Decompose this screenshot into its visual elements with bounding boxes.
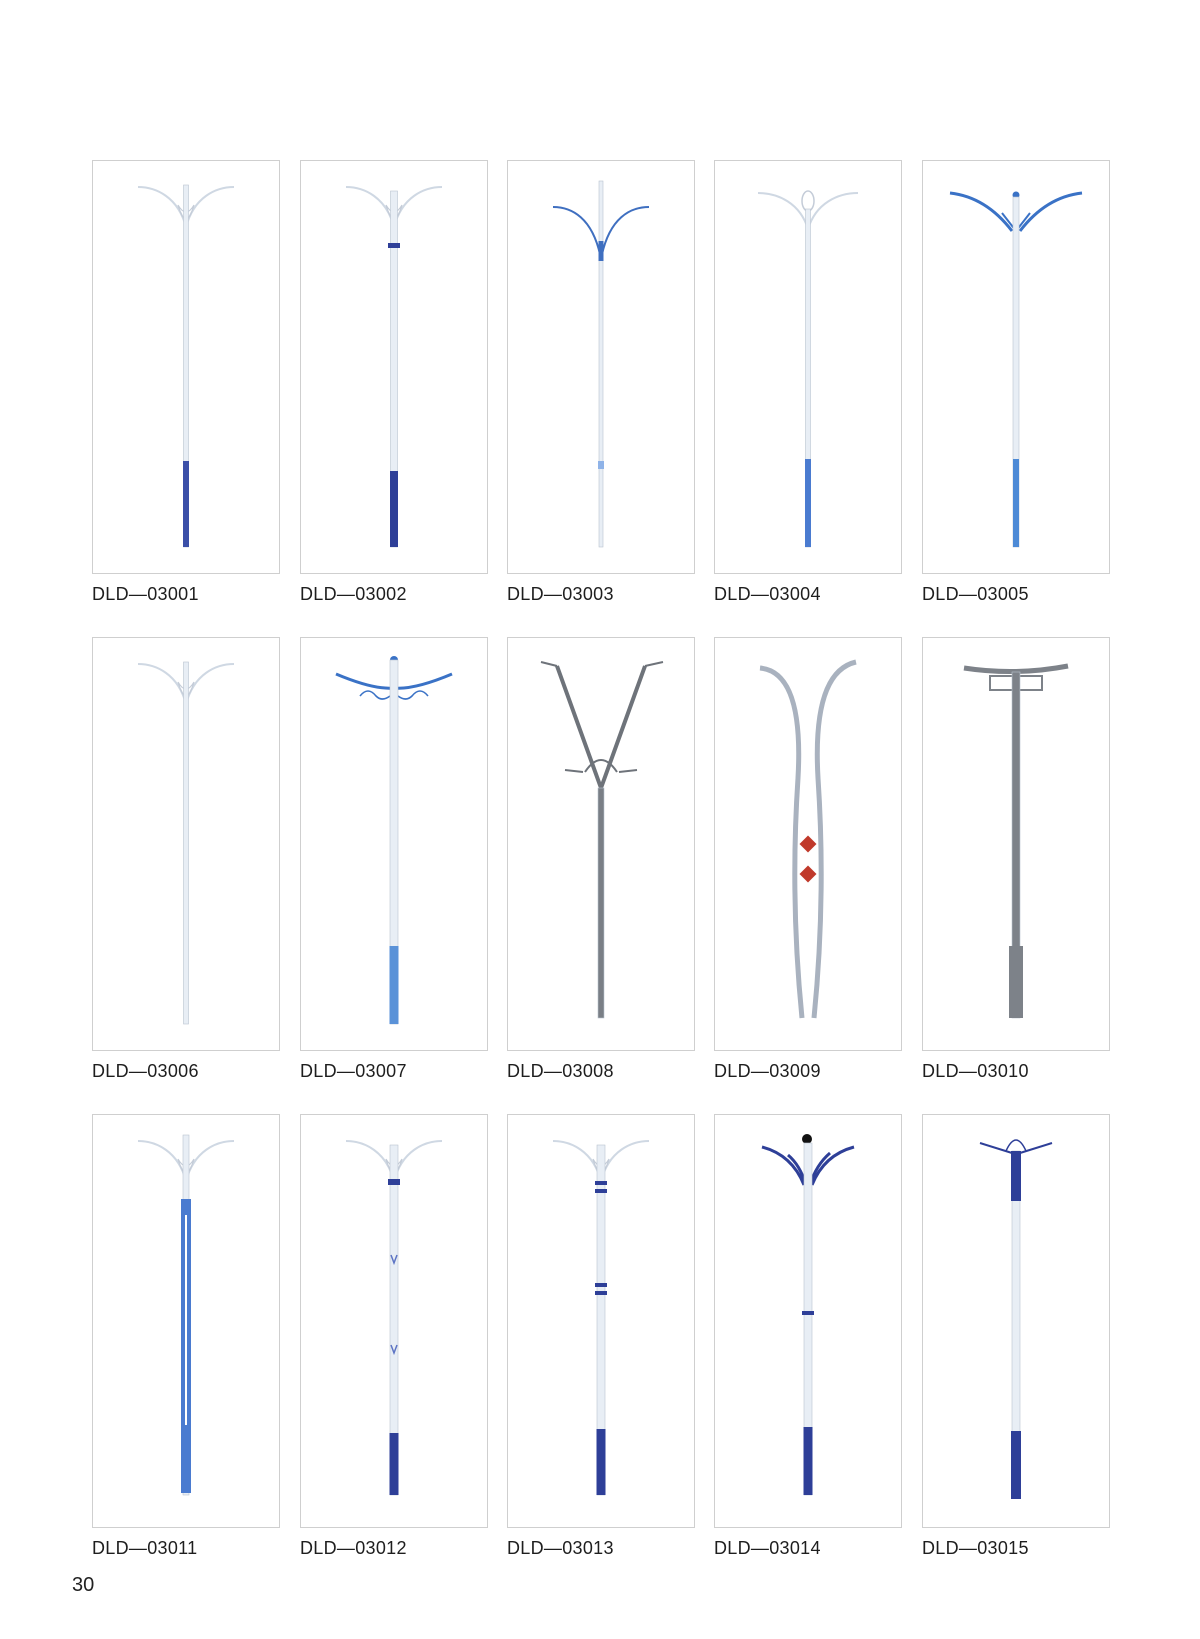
- product-card: [922, 160, 1110, 574]
- product-card: [922, 637, 1110, 1051]
- street-lamp-illustration: [923, 1115, 1109, 1527]
- product-code: DLD—03008: [507, 1061, 614, 1081]
- pole-base: [1009, 946, 1023, 1018]
- product-card: [714, 637, 902, 1051]
- product-code: DLD—03006: [92, 1061, 199, 1081]
- product-code: DLD—03014: [714, 1538, 821, 1558]
- pole-collar: [599, 241, 604, 261]
- street-lamp-illustration: [93, 1115, 279, 1527]
- product-code: DLD—03004: [714, 584, 821, 604]
- arch-ornament: [1006, 1140, 1026, 1151]
- lamp-arm-right: [808, 193, 858, 229]
- pole-base: [183, 461, 189, 547]
- pole-ring: [802, 1311, 814, 1315]
- lamp-arm-left: [950, 193, 1012, 231]
- pole-ring-mid-a: [595, 1283, 607, 1287]
- product-card: [507, 1114, 695, 1528]
- pole-ring-top-a: [595, 1181, 607, 1185]
- street-lamp-illustration: [923, 638, 1109, 1050]
- street-lamp-illustration: [715, 161, 901, 573]
- red-emblem-2: [800, 866, 817, 883]
- street-lamp-illustration: [508, 638, 694, 1050]
- pole-base: [1011, 1431, 1021, 1499]
- pole-base: [804, 1427, 813, 1495]
- pole-base: [597, 1429, 606, 1495]
- lamp-arm-right: [601, 207, 649, 259]
- street-lamp-illustration: [715, 1115, 901, 1527]
- product-card: [300, 160, 488, 574]
- product-card: [922, 1114, 1110, 1528]
- pole-ring: [388, 1179, 400, 1185]
- ribbon-left: [760, 668, 802, 1018]
- ball-finial: [802, 1134, 812, 1144]
- product-code: DLD—03003: [507, 584, 614, 604]
- pole-joint: [598, 461, 604, 469]
- pole-base: [390, 946, 399, 1024]
- product-code: DLD—03001: [92, 584, 199, 604]
- red-emblem-1: [800, 836, 817, 853]
- product-card: [300, 637, 488, 1051]
- product-card: [507, 160, 695, 574]
- product-code: DLD—03007: [300, 1061, 407, 1081]
- product-code: DLD—03011: [92, 1538, 198, 1558]
- product-card: [92, 637, 280, 1051]
- fork-brace: [565, 760, 637, 772]
- street-lamp-illustration: [301, 638, 487, 1050]
- page-number: 30: [72, 1574, 95, 1596]
- bracket-crossarm: [964, 666, 1068, 672]
- pole-ring-mid-b: [595, 1291, 607, 1295]
- product-card: [714, 1114, 902, 1528]
- product-code: DLD—03012: [300, 1538, 407, 1558]
- street-lamp-illustration: [301, 161, 487, 573]
- pole-base: [805, 459, 811, 547]
- pole-shaft: [184, 662, 189, 1024]
- pole-shaft: [598, 788, 604, 1018]
- leaf-finial: [802, 191, 814, 211]
- street-lamp-illustration: [508, 1115, 694, 1527]
- product-card: [507, 637, 695, 1051]
- pole-ring: [388, 243, 400, 248]
- ribbon-right: [814, 662, 856, 1018]
- street-lamp-illustration: [923, 161, 1109, 573]
- street-lamp-illustration: [508, 161, 694, 573]
- lamp-arm-left: [758, 193, 808, 229]
- product-card: [92, 1114, 280, 1528]
- upper-sleeve-front: [1011, 1151, 1021, 1201]
- pole-shaft: [599, 181, 603, 547]
- lamp-arm-left: [553, 207, 601, 259]
- pole-base: [1013, 459, 1019, 547]
- street-lamp-illustration: [93, 161, 279, 573]
- pole-ring-top-b: [595, 1189, 607, 1193]
- street-lamp-illustration: [93, 638, 279, 1050]
- product-code: DLD—03015: [922, 1538, 1029, 1558]
- product-code: DLD—03009: [714, 1061, 821, 1081]
- lamp-arm-right: [1020, 193, 1082, 231]
- product-card: [714, 160, 902, 574]
- product-code: DLD—03013: [507, 1538, 614, 1558]
- pole-base: [390, 1433, 399, 1495]
- pole-base: [390, 471, 398, 547]
- street-lamp-illustration: [301, 1115, 487, 1527]
- street-lamp-illustration: [715, 638, 901, 1050]
- product-code: DLD—03002: [300, 584, 407, 604]
- product-card: [92, 160, 280, 574]
- fork-tips: [541, 662, 663, 666]
- product-card: [300, 1114, 488, 1528]
- product-code: DLD—03010: [922, 1061, 1029, 1081]
- product-code: DLD—03005: [922, 584, 1029, 604]
